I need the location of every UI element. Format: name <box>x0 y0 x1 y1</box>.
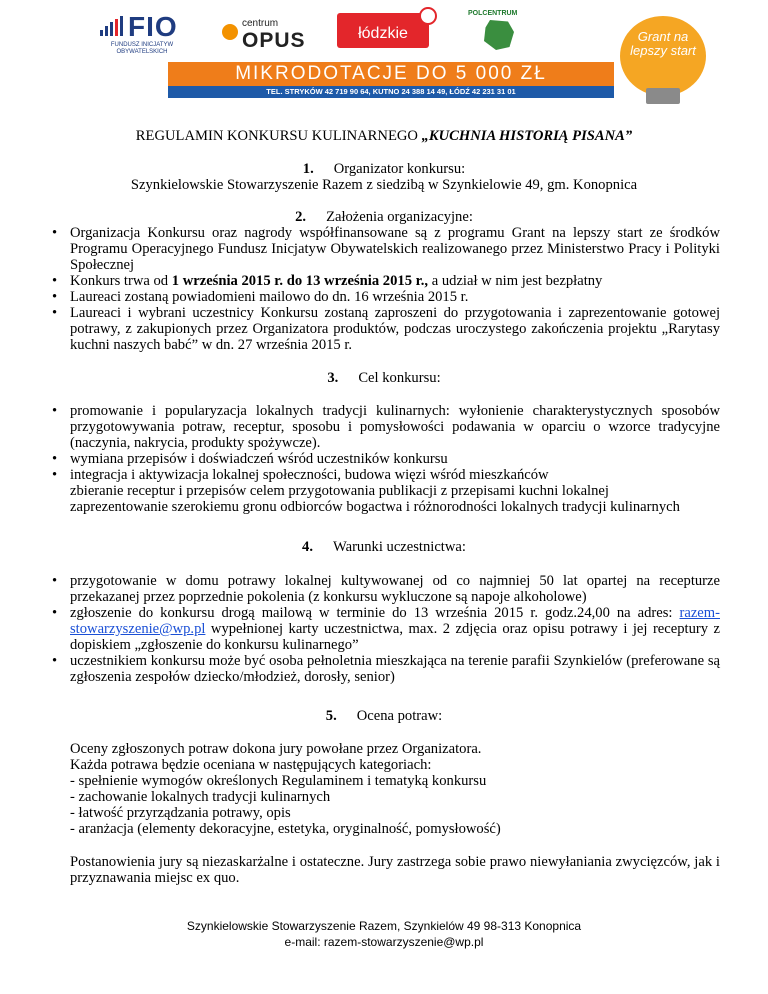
list-item: - spełnienie wymogów określonych Regulaminem i tematyką konkursu <box>70 773 487 789</box>
section-5-heading: 5. Ocena potraw: <box>325 708 443 724</box>
list-item: zaprezentowanie szerokiemu gronu odbiorców bogactwa i różnorodności lokalnych tradycji kulinarnych <box>70 499 680 515</box>
banner-title: MIKRODOTACJE DO 5 000 ZŁ <box>235 63 547 84</box>
list-item: • uczestnikiem konkursu może być osoba pełnoletnia mieszkająca na terenie parafii Szynkielów (preferowane są zgłoszenia zespołów dziecko/młodzież, dorosły, senior) <box>52 653 720 685</box>
text-line: Każda potrawa będzie oceniana w następujących kategoriach: <box>70 757 432 773</box>
list-item: • wymiana przepisów i doświadczeń wśród uczestników konkursu <box>52 451 448 467</box>
banner <box>168 62 614 98</box>
fio-logo-text: FIO <box>128 11 178 42</box>
text-line: Oceny zgłoszonych potraw dokona jury powołane przez Organizatora. <box>70 741 482 757</box>
section-2-heading: 2. Założenia organizacyjne: <box>295 209 473 225</box>
list-item: • Laureaci i wybrani uczestnicy Konkursu zostaną zaproszeni do przygotowania i zaprezentowanie gotowej potrawy, z zakupionych przez Organizatora produktów, podczas uroczystego zakończenia projektu „Rarytasy kuchni naszych babć” w dn. 27 września 2015 r. <box>52 305 720 353</box>
lodzkie-logo <box>337 13 429 48</box>
section-1-heading: 1. Organizator konkursu: <box>302 161 466 177</box>
page-title: REGULAMIN KONKURSU KULINARNEGO „KUCHNIA HISTORIĄ PISANA” <box>135 128 633 144</box>
list-item: • zgłoszenie do konkursu drogą mailową w terminie do 13 września 2015 r. godz.24,00 na adres: razem-stowarzyszenie@wp.pl wypełnionej karty uczestnictwa, max. 2 zdjęcia oraz opisu potrawy i jej receptury z dopiskiem „zgłoszenie do konkursu kulinarnego” <box>52 605 720 653</box>
map-shape-icon <box>484 20 514 50</box>
list-item: zbieranie receptur i przepisów celem przygotowania publikacji z przepisami kuchni lokalnej <box>70 483 609 499</box>
polcentrum-logo <box>468 10 528 54</box>
lodzkie-logo-text: łódzkie <box>358 25 408 42</box>
list-item: • Konkurs trwa od 1 września 2015 r. do 13 września 2015 r., a udział w nim jest bezpłatny <box>52 273 603 289</box>
opus-logo-main: OPUS <box>242 29 306 52</box>
lightbulb-icon <box>616 16 710 110</box>
list-item: • przygotowanie w domu potrawy lokalnej kultywowanej od co najmniej 50 lat opartej na recepturze przekazanej przez poprzednie pokolenia (z konkursu wykluczone są napoje alkoholowe) <box>52 573 720 605</box>
email-link[interactable]: razem-stowarzyszenie@wp.pl <box>70 605 720 637</box>
bulb-base <box>646 88 680 104</box>
bulb-text: Grant na lepszy start <box>630 29 696 58</box>
opus-logo <box>222 18 306 54</box>
lodzkie-badge-icon <box>419 7 437 25</box>
section-4-heading: 4. Warunki uczestnictwa: <box>302 539 466 555</box>
closing-paragraph: Postanowienia jury są niezaskarżalne i ostateczne. Jury zastrzega sobie prawo niewyłaniania zwycięzców, jak i przyznawania miejsc ex quo. <box>70 854 720 886</box>
header-logos <box>0 0 768 110</box>
list-item: • promowanie i popularyzacja lokalnych tradycji kulinarnych: wyłonienie charakterystycznych sposobów przygotowywania potraw, receptur, sposobu i pomysłowości podawania w oparciu o wzorce tradycyjne (naczynia, nakrycia, produkty spożywcze). <box>52 403 720 451</box>
list-item: - zachowanie lokalnych tradycji kulinarnych <box>70 789 331 805</box>
footer-address: Szynkielowskie Stowarzyszenie Razem, Szynkielów 49 98-313 Konopnica <box>186 919 582 933</box>
opus-logo-top: centrum <box>242 18 279 29</box>
list-item: • Organizacja Konkursu oraz nagrody współfinansowane są z programu Grant na lepszy start ze środków Programu Operacyjnego Fundusz Inicjatyw Obywatelskich realizowanego przez Ministerstwo Pracy i Polityki Społecznej <box>52 225 720 273</box>
fio-logo <box>100 12 182 56</box>
list-item: • Laureaci zostaną powiadomieni mailowo do dn. 16 września 2015 r. <box>52 289 469 305</box>
list-item: - łatwość przyrządzania potrawy, opis <box>70 805 291 821</box>
polcentrum-logo-text: POLCENTRUM <box>468 10 518 17</box>
list-item: • integracja i aktywizacja lokalnej społeczności, budowa więzi wśród mieszkańców <box>52 467 549 483</box>
list-item: - aranżacja (elementy dekoracyjne, estetyka, oryginalność, pomysłowość) <box>70 821 501 837</box>
banner-phones: TEL. STRYKÓW 42 719 90 64, KUTNO 24 388 14 49, ŁÓDŹ 42 231 31 01 <box>168 86 614 98</box>
fio-logo-subtitle: FUNDUSZ INICJATYW OBYWATELSKICH <box>110 42 174 55</box>
section-1-text: Szynkielowskie Stowarzyszenie Razem z siedzibą w Szynkielowie 49, gm. Konopnica <box>130 177 638 193</box>
opus-circle-icon <box>222 24 238 40</box>
section-3-heading: 3. Cel konkursu: <box>327 370 441 386</box>
bar-chart-icon <box>100 16 126 36</box>
footer-email: e-mail: razem-stowarzyszenie@wp.pl <box>284 935 484 949</box>
